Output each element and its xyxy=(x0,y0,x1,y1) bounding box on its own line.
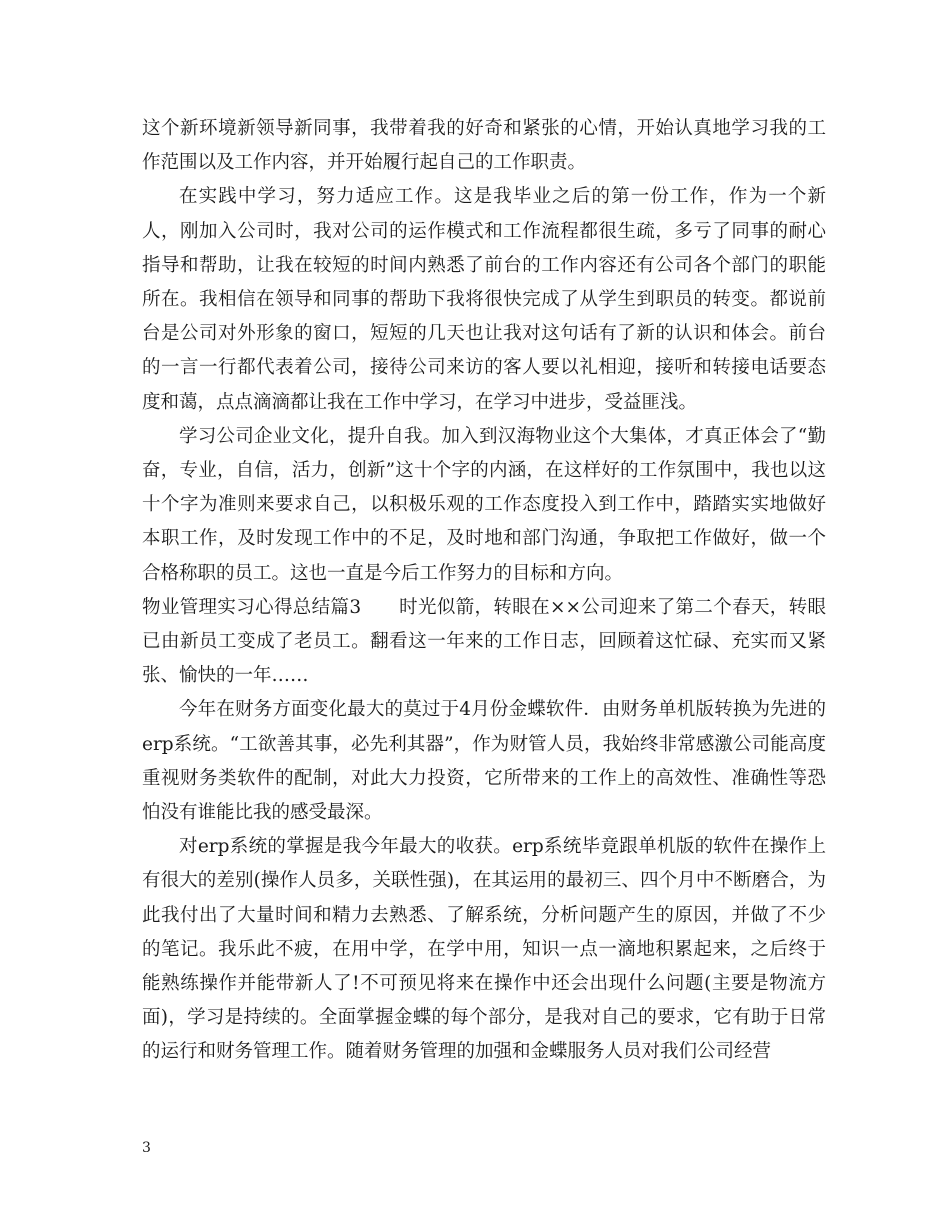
document-body xyxy=(142,112,826,1070)
paragraph-5: 今年在财务方面变化最大的莫过于4月份金蝶软件．由财务单机版转换为先进的erp系统。“工欲善其事，必先利其器”，作为财管人员，我始终非常感激公司能高度重视财务类软件的配制，对此大力投资，它所带来的工作上的高效性、准确性等恐怕没有谁能比我的感受最深。 xyxy=(142,699,826,824)
paragraph-4: 物业管理实习心得总结篇3 时光似箭，转眼在××公司迎来了第二个春天，转眼已由新员工变成了老员工。翻看这一年来的工作日志，回顾着这忙碌、充实而又紧张、愉快的一年…… xyxy=(142,596,826,687)
page-number: 3 xyxy=(142,1140,151,1156)
paragraph-3: 学习公司企业文化，提升自我。加入到汉海物业这个大集体，才真正体会了“勤奋，专业，自信，活力，创新”这十个字的内涵，在这样好的工作氛围中，我也以这十个字为准则来要求自己，以积极乐观的工作态度投入到工作中，踏踏实实地做好本职工作，及时发现工作中的不足，及时地和部门沟通，争取把工作做好，做一个合格称职的员工。这也一直是今后工作努力的目标和方向。 xyxy=(142,425,826,584)
paragraph-2: 在实践中学习，努力适应工作。这是我毕业之后的第一份工作，作为一个新人，刚加入公司时，我对公司的运作模式和工作流程都很生疏，多亏了同事的耐心指导和帮助，让我在较短的时间内熟悉了前台的工作内容还有公司各个部门的职能所在。我相信在领导和同事的帮助下我将很快完成了从学生到职员的转变。都说前台是公司对外形象的窗口，短短的几天也让我对这句话有了新的认识和体会。前台的一言一行都代表着公司，接待公司来访的客人要以礼相迎，接听和转接电话要态度和蔼，点点滴滴都让我在工作中学习，在学习中进步，受益匪浅。 xyxy=(142,186,826,413)
paragraph-1: 这个新环境新领导新同事，我带着我的好奇和紧张的心情，开始认真地学习我的工作范围以及工作内容，并开始履行起自己的工作职责。 xyxy=(142,118,826,174)
paragraph-6: 对erp系统的掌握是我今年最大的收获。erp系统毕竟跟单机版的软件在操作上有很大的差别(操作人员多，关联性强)，在其运用的最初三、四个月中不断磨合，为此我付出了大量时间和精力去熟悉、了解系统，分析问题产生的原因，并做了不少的笔记。我乐此不疲，在用中学，在学中用，知识一点一滴地积累起来，之后终于能熟练操作并能带新人了!不可预见将来在操作中还会出现什么问题(主要是物流方面)，学习是持续的。全面掌握金蝶的每个部分，是我对自己的要求，它有助于日常的运行和财务管理工作。随着财务管理的加强和金蝶服务人员对我们公司经营 xyxy=(142,836,826,1063)
